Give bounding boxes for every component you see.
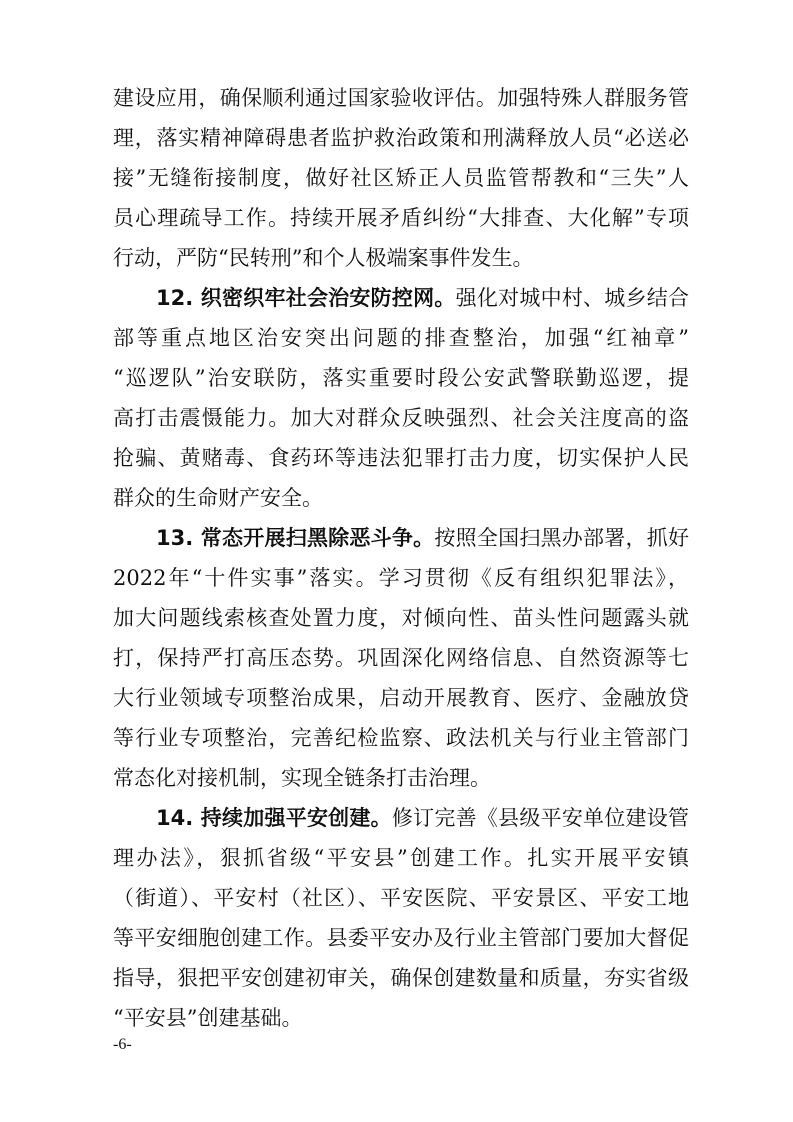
text-line — [113, 438, 689, 478]
text-line — [113, 718, 689, 758]
text-line — [113, 158, 689, 198]
line-text: 高打击震慑能力。加大对群众反映强烈、社会关注度高的盗 — [113, 406, 689, 430]
line-text: 修订完善《县级平安单位建设管 — [391, 806, 690, 830]
text-line — [113, 838, 689, 878]
line-text: 等平安细胞创建工作。县委平安办及行业主管部门要加大督促 — [113, 926, 689, 950]
text-line — [113, 918, 689, 958]
section-heading-line — [156, 518, 689, 558]
line-text: 打，保持严打高压态势。巩固深化网络信息、自然资源等七 — [113, 646, 689, 670]
line-text: 抢骗、黄赌毒、食药环等违法犯罪打击力度，切实保护人民 — [113, 446, 689, 470]
line-text: 常态化对接机制，实现全链条打击治理。 — [113, 766, 491, 790]
text-line — [113, 998, 689, 1038]
line-text: 等行业专项整治，完善纪检监察、政法机关与行业主管部门 — [113, 726, 689, 750]
text-line — [113, 638, 689, 678]
line-text: 接”无缝衔接制度，做好社区矫正人员监管帮教和“三失”人 — [113, 166, 689, 190]
text-line — [113, 758, 689, 798]
text-line — [113, 398, 689, 438]
line-text: 2022年“十件实事”落实。学习贯彻《反有组织犯罪法》， — [113, 566, 689, 590]
line-text: 员心理疏导工作。持续开展矛盾纠纷“大排查、大化解”专项 — [113, 206, 689, 230]
section-heading-line — [156, 278, 689, 318]
line-text: 群众的生命财产安全。 — [113, 486, 323, 510]
text-line — [113, 958, 689, 998]
line-text: 行动，严防“民转刑”和个人极端案事件发生。 — [113, 246, 534, 270]
line-text: （街道）、平安村（社区）、平安医院、平安景区、平安工地 — [113, 886, 689, 910]
section-heading: 13. 常态开展扫黑除恶斗争。 — [156, 526, 435, 550]
line-text: 建设应用，确保顺利通过国家验收评估。加强特殊人群服务管 — [113, 86, 689, 110]
line-text: “巡逻队”治安联防，落实重要时段公安武警联勤巡逻，提 — [113, 366, 689, 390]
text-line — [113, 478, 689, 518]
text-line — [113, 558, 689, 598]
line-text: “平安县”创建基础。 — [113, 1006, 303, 1030]
section-heading: 14. 持续加强平安创建。 — [156, 806, 392, 830]
line-text: 理办法》，狠抓省级“平安县”创建工作。扎实开展平安镇 — [113, 846, 689, 870]
line-text: 加大问题线索核查处置力度，对倾向性、苗头性问题露头就 — [113, 606, 689, 630]
section-heading: 12. 织密织牢社会治安防控网。 — [156, 286, 456, 310]
line-text: 指导，狠把平安创建初审关，确保创建数量和质量，夯实省级 — [113, 966, 689, 990]
line-text: 按照全国扫黑办部署，抓好 — [434, 526, 689, 550]
section-heading-line — [156, 798, 689, 838]
line-text: 强化对城中村、城乡结合 — [455, 286, 690, 310]
text-line — [113, 238, 689, 278]
text-line — [113, 598, 689, 638]
text-line — [113, 358, 689, 398]
text-line — [113, 678, 689, 718]
text-line — [113, 878, 689, 918]
text-line — [113, 78, 689, 118]
text-line — [113, 118, 689, 158]
line-text: 理，落实精神障碍患者监护救治政策和刑满释放人员“必送必 — [113, 126, 689, 150]
text-line — [113, 198, 689, 238]
line-text: 大行业领域专项整治成果，启动开展教育、医疗、金融放贷 — [113, 686, 689, 710]
line-text: 部等重点地区治安突出问题的排查整治，加强“红袖章” — [113, 326, 689, 350]
page-number: -6- — [113, 1036, 132, 1053]
text-line — [113, 318, 689, 358]
